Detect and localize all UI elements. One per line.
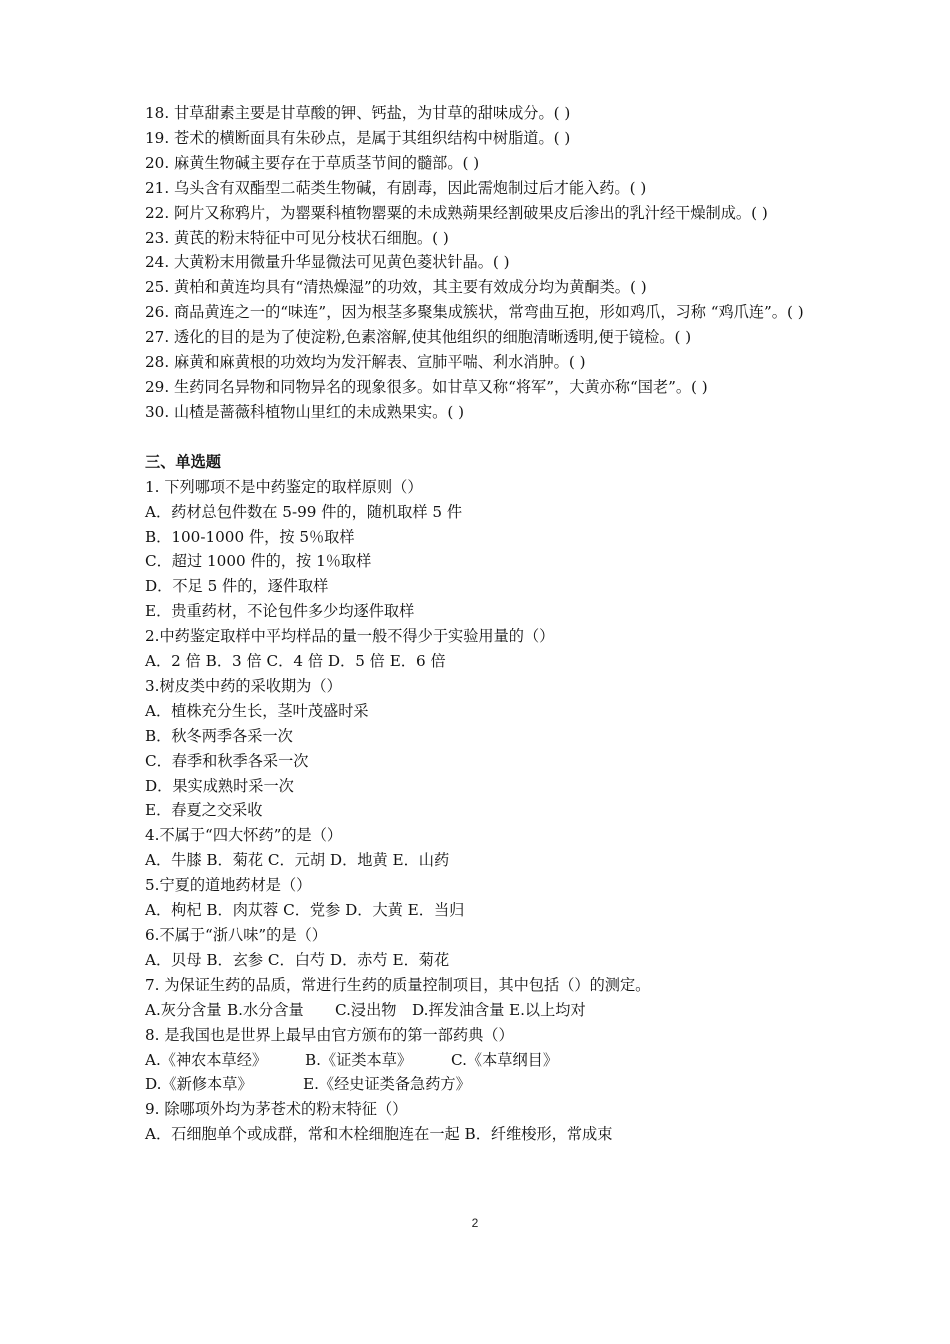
- q9-question: 9. 除哪项外均为茅苍术的粉末特征（）: [145, 1100, 408, 1119]
- tf-item-29: 29. 生药同名异物和同物异名的现象很多。如甘草又称“将军”，大黄亦称“国老”。( ): [145, 377, 708, 396]
- q8-option-e: E.《经史证类备急药方》: [303, 1075, 471, 1094]
- option-line: B．100-1000 件，按 5％取样: [145, 527, 355, 546]
- q9-options-row-1: A．石细胞单个或成群，常和木栓细胞连在一起 B．纤维梭形，常成束: [145, 1125, 613, 1144]
- tf-item-27: 27. 透化的目的是为了使淀粉,色素溶解,使其他组织的细胞清晰透明,便于镜检。( ): [145, 328, 692, 347]
- option-line: C．超过 1000 件的，按 1％取样: [145, 552, 372, 571]
- tf-item-18: 18. 甘草甜素主要是甘草酸的钾、钙盐，为甘草的甜味成分。( ): [145, 104, 571, 122]
- option-line: D．果实成熟时采一次: [145, 776, 294, 795]
- option-line: A．药材总包件数在 5-99 件的，随机取样 5 件: [145, 502, 463, 521]
- option-line: A．枸杞 B．肉苁蓉 C．党参 D．大黄 E．当归: [145, 901, 465, 920]
- q7-option-b: B.水分含量: [227, 1000, 304, 1019]
- tf-item-26: 26. 商品黄连之一的“味连”，因为根茎多聚集成簇状，常弯曲互抱，形如鸡爪，习称 “鸡爪连”。( ): [145, 303, 804, 322]
- tf-item-22: 22. 阿片又称鸦片，为罂粟科植物罂粟的未成熟蒴果经割破果皮后渗出的乳汁经干燥制成。( ): [145, 203, 768, 222]
- option-line: A．植株充分生长，茎叶茂盛时采: [145, 701, 369, 720]
- option-line: E．春夏之交采收: [145, 801, 263, 820]
- tf-item-28: 28. 麻黄和麻黄根的功效均为发汗解表、宣肺平喘、利水消肿。( ): [145, 353, 586, 372]
- question-line: 6.不属于“浙八味”的是（）: [145, 926, 327, 944]
- q8-question: 8. 是我国也是世界上最早由官方颁布的第一部药典（）: [145, 1025, 514, 1044]
- tf-item-21: 21. 乌头含有双酯型二萜类生物碱，有剧毒，因此需炮制过后才能入药。( ): [145, 178, 647, 197]
- page-number: 2: [471, 1216, 479, 1230]
- true-false-list: [145, 101, 815, 425]
- q8-option-d: D.《新修本草》: [145, 1075, 253, 1094]
- option-line: D．不足 5 件的，逐件取样: [145, 577, 329, 596]
- option-line: E．贵重药材，不论包件多少均逐件取样: [145, 602, 415, 621]
- q7-options-row: [145, 998, 815, 1023]
- option-line: B．秋冬两季各采一次: [145, 726, 293, 745]
- q8-option-a: A.《神农本草经》: [145, 1050, 268, 1069]
- section-gap: [145, 425, 815, 450]
- page-content: [145, 101, 815, 1147]
- q8-options-row-1: [145, 1048, 815, 1073]
- q8-options-row-2: [145, 1072, 815, 1097]
- tf-item-20: 20. 麻黄生物碱主要存在于草质茎节间的髓部。( ): [145, 153, 480, 172]
- question-line: 7. 为保证生药的品质，常进行生药的质量控制项目，其中包括（）的测定。: [145, 975, 651, 994]
- tf-item-19: 19. 苍术的横断面具有朱砂点，是属于其组织结构中树脂道。( ): [145, 128, 571, 147]
- q8-option-c: C.《本草纲目》: [451, 1050, 559, 1069]
- tf-item-23: 23. 黄芪的粉末特征中可见分枝状石细胞。( ): [145, 228, 449, 247]
- option-line: A．牛膝 B．菊花 C．元胡 D．地黄 E．山药: [145, 851, 450, 870]
- q7-option-e: E.以上均对: [509, 1000, 586, 1019]
- option-line: A．贝母 B．玄参 C．白芍 D．赤芍 E．菊花: [145, 950, 450, 969]
- option-line: C．春季和秋季各采一次: [145, 751, 309, 770]
- question-line: 1. 下列哪项不是中药鉴定的取样原则（）: [145, 477, 423, 496]
- section-heading: 三、单选题: [145, 452, 221, 471]
- question-line: 3.树皮类中药的采收期为（）: [145, 676, 342, 695]
- tf-item-25: 25. 黄柏和黄连均具有“清热燥湿”的功效，其主要有效成分均为黄酮类。( ): [145, 278, 647, 297]
- option-line: A．2 倍 B．3 倍 C．4 倍 D．5 倍 E．6 倍: [145, 652, 446, 671]
- question-line: 2.中药鉴定取样中平均样品的量一般不得少于实验用量的（）: [145, 627, 555, 646]
- tf-item-24: 24. 大黄粉末用微量升华显微法可见黄色菱状针晶。( ): [145, 253, 510, 272]
- question-line: 5.宁夏的道地药材是（）: [145, 876, 312, 895]
- q8-option-b: B.《证类本草》: [305, 1050, 413, 1069]
- single-choice-list: [145, 475, 815, 1147]
- q7-option-a: A.灰分含量: [145, 1000, 222, 1019]
- tf-item-30: 30. 山楂是蔷薇科植物山里红的未成熟果实。( ): [145, 402, 465, 421]
- q7-option-d: D.挥发油含量: [412, 1000, 505, 1019]
- q7-option-c: C.浸出物: [335, 1000, 397, 1019]
- question-line: 4.不属于“四大怀药”的是（）: [145, 826, 343, 845]
